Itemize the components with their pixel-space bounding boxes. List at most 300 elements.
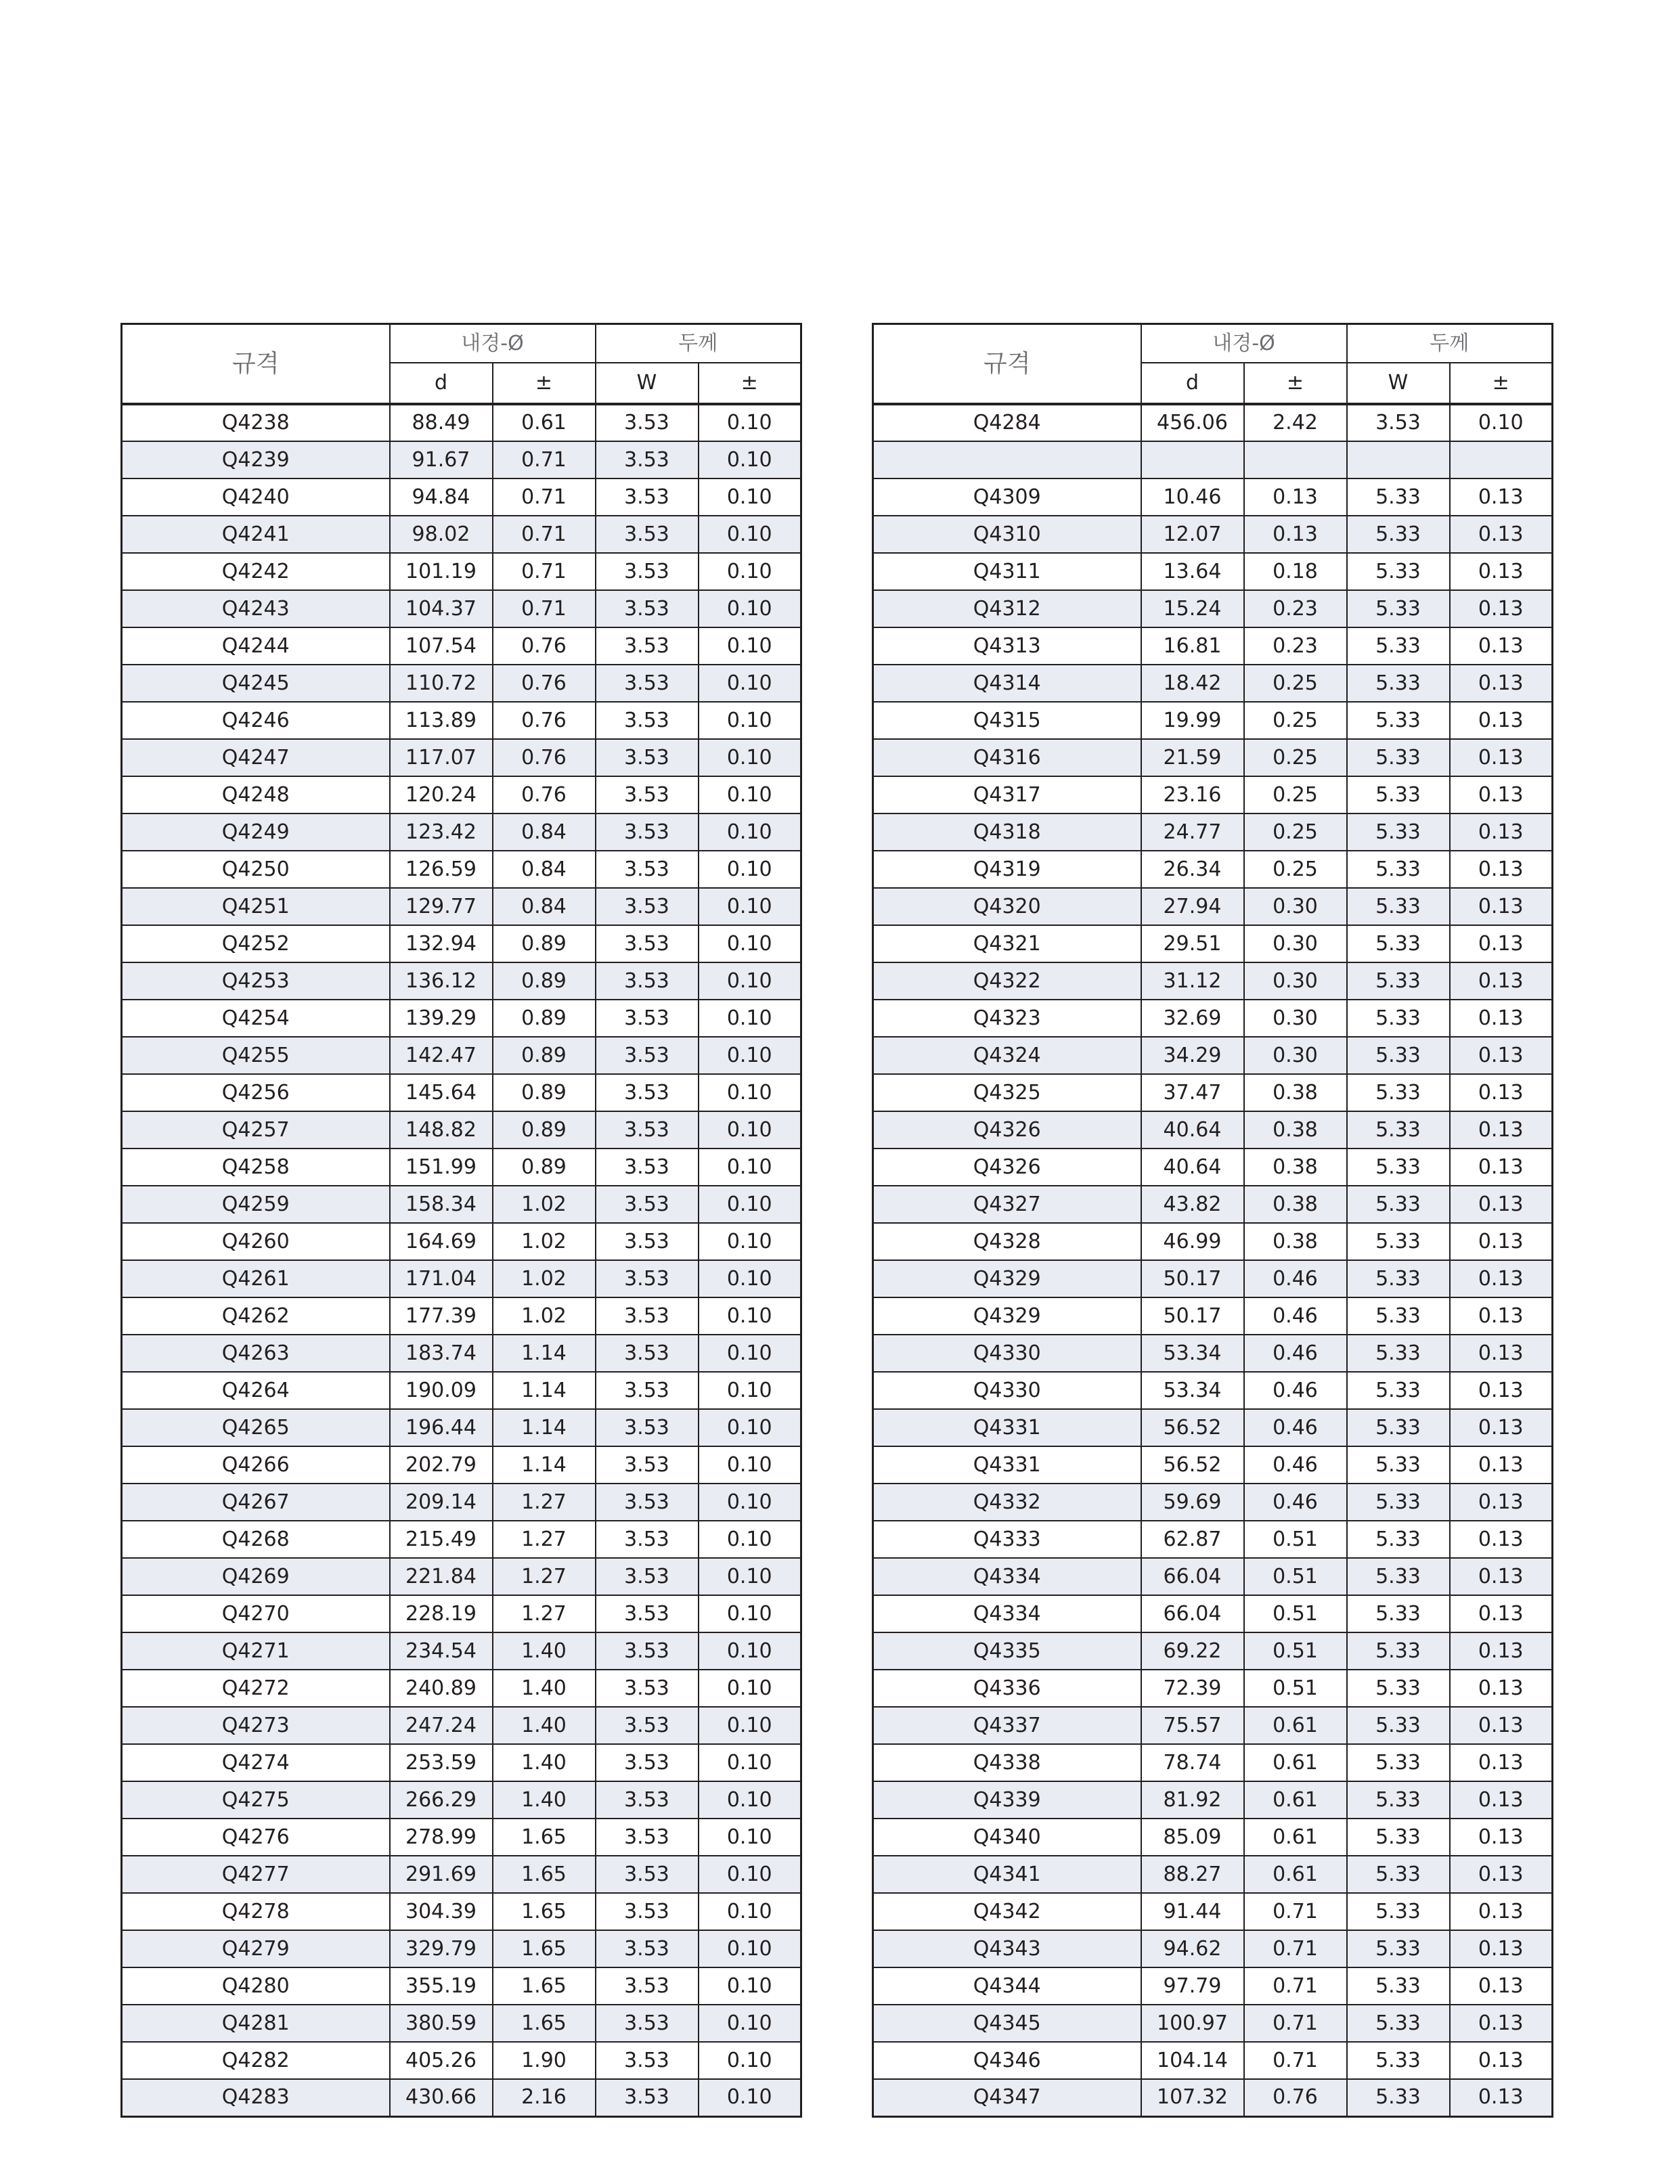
table-row <box>873 1781 1553 1819</box>
d-tolerance-cell: 0.76 <box>493 776 596 814</box>
d-cell: 62.87 <box>1141 1521 1244 1558</box>
spec-cell: Q4346 <box>873 2042 1141 2079</box>
d-tolerance-cell: 1.65 <box>493 1856 596 1893</box>
d-cell: 21.59 <box>1141 739 1244 776</box>
d-tolerance-cell: 1.27 <box>493 1484 596 1521</box>
w-cell: 5.33 <box>1347 1744 1450 1781</box>
w-cell: 3.53 <box>596 1372 699 1409</box>
d-tolerance-cell: 0.76 <box>493 739 596 776</box>
spec-cell: Q4242 <box>122 553 390 590</box>
w-cell: 5.33 <box>1347 888 1450 925</box>
d-cell: 50.17 <box>1141 1297 1244 1335</box>
w-cell: 3.53 <box>596 962 699 1000</box>
spec-cell: Q4240 <box>122 478 390 516</box>
table-row <box>873 516 1553 553</box>
w-tolerance-cell: 0.13 <box>1450 2005 1553 2042</box>
d-tolerance-cell <box>1244 441 1347 478</box>
table-row <box>122 1111 801 1149</box>
w-tolerance-cell: 0.13 <box>1450 1558 1553 1595</box>
w-tolerance-cell: 0.13 <box>1450 1149 1553 1186</box>
d-cell: 278.99 <box>390 1819 493 1856</box>
d-tolerance-cell: 0.84 <box>493 814 596 851</box>
spec-cell: Q4273 <box>122 1707 390 1744</box>
w-tolerance-cell: 0.10 <box>699 1037 801 1074</box>
w-cell: 5.33 <box>1347 2079 1450 2116</box>
spec-cell: Q4330 <box>873 1372 1141 1409</box>
spec-cell: Q4317 <box>873 776 1141 814</box>
w-cell: 3.53 <box>596 1521 699 1558</box>
d-tolerance-cell: 0.71 <box>1244 1930 1347 1967</box>
d-cell: 75.57 <box>1141 1707 1244 1744</box>
d-cell: 164.69 <box>390 1223 493 1260</box>
header-row-top <box>122 324 801 363</box>
spec-cell: Q4322 <box>873 962 1141 1000</box>
table-row <box>873 2042 1553 2079</box>
inner-diameter-header: 내경-Ø <box>1141 324 1347 363</box>
table-row <box>122 1595 801 1632</box>
w-tolerance-cell: 0.10 <box>699 851 801 888</box>
w-tolerance-cell: 0.13 <box>1450 478 1553 516</box>
d-cell: 247.24 <box>390 1707 493 1744</box>
d-tolerance-cell: 1.14 <box>493 1372 596 1409</box>
spec-cell: Q4332 <box>873 1484 1141 1521</box>
d-cell: 266.29 <box>390 1781 493 1819</box>
w-cell: 3.53 <box>596 1223 699 1260</box>
w-cell: 3.53 <box>596 776 699 814</box>
w-cell: 5.33 <box>1347 1967 1450 2005</box>
d-tolerance-cell: 0.76 <box>493 702 596 739</box>
d-tolerance-cell: 0.89 <box>493 1000 596 1037</box>
d-cell: 148.82 <box>390 1111 493 1149</box>
spec-cell: Q4284 <box>873 404 1141 441</box>
table-row <box>122 1707 801 1744</box>
w-tolerance-cell: 0.13 <box>1450 1074 1553 1111</box>
table-row <box>873 1707 1553 1744</box>
table-row <box>873 665 1553 702</box>
spec-cell: Q4335 <box>873 1632 1141 1670</box>
d-cell: 234.54 <box>390 1632 493 1670</box>
w-tolerance-cell: 0.13 <box>1450 1819 1553 1856</box>
w-cell: 3.53 <box>596 1558 699 1595</box>
table-row <box>122 516 801 553</box>
table-row <box>122 1446 801 1484</box>
d-tolerance-cell: 1.02 <box>493 1260 596 1297</box>
d-tolerance-cell: 0.76 <box>1244 2079 1347 2116</box>
d-cell: 91.44 <box>1141 1893 1244 1930</box>
spec-cell: Q4330 <box>873 1335 1141 1372</box>
d-tolerance-cell: 0.71 <box>493 478 596 516</box>
d-tolerance-cell: 0.71 <box>493 590 596 627</box>
w-cell: 3.53 <box>596 1707 699 1744</box>
d-tolerance-cell: 0.46 <box>1244 1484 1347 1521</box>
spec-cell: Q4251 <box>122 888 390 925</box>
w-tolerance-cell: 0.10 <box>699 1000 801 1037</box>
d-cell: 126.59 <box>390 851 493 888</box>
w-tolerance-cell: 0.10 <box>699 1149 801 1186</box>
spec-cell: Q4255 <box>122 1037 390 1074</box>
d-tolerance-cell: 0.30 <box>1244 1000 1347 1037</box>
table-row <box>873 1149 1553 1186</box>
spec-cell: Q4277 <box>122 1856 390 1893</box>
table-row <box>122 1558 801 1595</box>
spec-cell: Q4347 <box>873 2079 1141 2116</box>
table-row <box>122 1297 801 1335</box>
w-tolerance-cell: 0.10 <box>699 2005 801 2042</box>
w-tolerance-cell: 0.10 <box>699 1521 801 1558</box>
table-row <box>122 1632 801 1670</box>
d-tolerance-cell: 0.89 <box>493 1037 596 1074</box>
d-cell: 123.42 <box>390 814 493 851</box>
table-row <box>873 1967 1553 2005</box>
w-tolerance-cell: 0.10 <box>699 2079 801 2116</box>
w-tolerance-cell: 0.10 <box>699 1484 801 1521</box>
d-tolerance-cell: 0.30 <box>1244 925 1347 962</box>
w-tolerance-cell: 0.10 <box>699 553 801 590</box>
spec-cell: Q4259 <box>122 1186 390 1223</box>
spec-table-right <box>872 323 1553 2118</box>
w-cell: 5.33 <box>1347 851 1450 888</box>
spec-cell: Q4270 <box>122 1595 390 1632</box>
w-tolerance-cell: 0.13 <box>1450 1297 1553 1335</box>
w-tolerance-cell: 0.10 <box>699 478 801 516</box>
w-cell: 3.53 <box>596 2079 699 2116</box>
w-tolerance-cell: 0.10 <box>699 962 801 1000</box>
d-tolerance-cell: 0.76 <box>493 627 596 665</box>
d-cell: 136.12 <box>390 962 493 1000</box>
spec-cell: Q4260 <box>122 1223 390 1260</box>
table-row <box>873 1074 1553 1111</box>
w-tolerance-cell: 0.10 <box>699 776 801 814</box>
w-tolerance-cell: 0.10 <box>699 1558 801 1595</box>
w-cell: 5.33 <box>1347 627 1450 665</box>
w-tolerance-cell: 0.10 <box>699 1595 801 1632</box>
w-cell: 3.53 <box>596 404 699 441</box>
d-cell: 240.89 <box>390 1670 493 1707</box>
d-cell: 129.77 <box>390 888 493 925</box>
w-tolerance-cell: 0.13 <box>1450 1223 1553 1260</box>
table-row <box>122 627 801 665</box>
d-header: d <box>1141 363 1244 404</box>
d-cell: 355.19 <box>390 1967 493 2005</box>
w-cell: 3.53 <box>1347 404 1450 441</box>
d-tolerance-cell: 1.02 <box>493 1297 596 1335</box>
w-tolerance-cell: 0.13 <box>1450 516 1553 553</box>
w-tolerance-cell: 0.13 <box>1450 627 1553 665</box>
d-tolerance-cell: 1.65 <box>493 1893 596 1930</box>
d-tolerance-cell: 0.61 <box>493 404 596 441</box>
d-cell: 100.97 <box>1141 2005 1244 2042</box>
w-cell: 3.53 <box>596 1074 699 1111</box>
w-tolerance-cell: 0.13 <box>1450 1446 1553 1484</box>
w-tolerance-cell: 0.10 <box>699 1967 801 2005</box>
d-cell: 456.06 <box>1141 404 1244 441</box>
w-cell: 5.33 <box>1347 1484 1450 1521</box>
d-cell: 72.39 <box>1141 1670 1244 1707</box>
w-tolerance-cell: 0.10 <box>699 627 801 665</box>
w-tolerance-cell: 0.13 <box>1450 814 1553 851</box>
w-cell: 5.33 <box>1347 925 1450 962</box>
d-cell: 56.52 <box>1141 1446 1244 1484</box>
w-cell: 5.33 <box>1347 2005 1450 2042</box>
table-row <box>122 1372 801 1409</box>
d-tolerance-header: ± <box>1244 363 1347 404</box>
d-cell: 101.19 <box>390 553 493 590</box>
d-tolerance-cell: 1.14 <box>493 1409 596 1446</box>
table-row <box>873 1819 1553 1856</box>
d-tolerance-cell: 0.61 <box>1244 1744 1347 1781</box>
d-tolerance-cell: 1.27 <box>493 1595 596 1632</box>
w-cell: 3.53 <box>596 1967 699 2005</box>
d-tolerance-cell: 0.61 <box>1244 1856 1347 1893</box>
d-tolerance-cell: 1.40 <box>493 1670 596 1707</box>
w-cell: 3.53 <box>596 1744 699 1781</box>
w-cell: 5.33 <box>1347 1595 1450 1632</box>
w-cell: 5.33 <box>1347 1149 1450 1186</box>
d-tolerance-cell: 0.30 <box>1244 962 1347 1000</box>
w-tolerance-cell: 0.10 <box>699 1335 801 1372</box>
spec-cell: Q4283 <box>122 2079 390 2116</box>
table-row <box>122 1186 801 1223</box>
w-cell: 5.33 <box>1347 1707 1450 1744</box>
w-tolerance-cell: 0.10 <box>699 1111 801 1149</box>
table-row <box>873 1930 1553 1967</box>
spec-cell: Q4254 <box>122 1000 390 1037</box>
w-tolerance-cell: 0.10 <box>699 1819 801 1856</box>
d-cell: 202.79 <box>390 1446 493 1484</box>
w-cell: 3.53 <box>596 516 699 553</box>
d-cell: 29.51 <box>1141 925 1244 962</box>
d-tolerance-cell: 1.02 <box>493 1186 596 1223</box>
table-row <box>873 1856 1553 1893</box>
table-row <box>122 1409 801 1446</box>
spec-cell: Q4325 <box>873 1074 1141 1111</box>
d-tolerance-cell: 1.65 <box>493 1819 596 1856</box>
d-cell: 104.14 <box>1141 2042 1244 2079</box>
d-cell: 91.67 <box>390 441 493 478</box>
w-tolerance-cell: 0.13 <box>1450 1335 1553 1372</box>
table-row <box>122 814 801 851</box>
spec-header: 규격 <box>873 324 1141 405</box>
d-cell: 27.94 <box>1141 888 1244 925</box>
spec-cell: Q4339 <box>873 1781 1141 1819</box>
w-cell: 5.33 <box>1347 590 1450 627</box>
w-cell: 5.33 <box>1347 1558 1450 1595</box>
d-cell: 430.66 <box>390 2079 493 2116</box>
d-cell: 113.89 <box>390 702 493 739</box>
w-tolerance-cell: 0.13 <box>1450 702 1553 739</box>
spec-cell: Q4249 <box>122 814 390 851</box>
w-tolerance-cell: 0.13 <box>1450 1781 1553 1819</box>
d-cell: 59.69 <box>1141 1484 1244 1521</box>
w-cell: 3.53 <box>596 553 699 590</box>
d-cell: 142.47 <box>390 1037 493 1074</box>
d-cell: 183.74 <box>390 1335 493 1372</box>
spec-cell: Q4310 <box>873 516 1141 553</box>
d-cell: 12.07 <box>1141 516 1244 553</box>
w-tolerance-cell: 0.10 <box>699 814 801 851</box>
d-cell: 405.26 <box>390 2042 493 2079</box>
w-tolerance-cell: 0.10 <box>699 925 801 962</box>
d-tolerance-cell: 0.18 <box>1244 553 1347 590</box>
w-tolerance-cell: 0.13 <box>1450 1856 1553 1893</box>
spec-header: 규격 <box>122 324 390 405</box>
table-row <box>122 925 801 962</box>
w-tolerance-cell: 0.13 <box>1450 739 1553 776</box>
w-cell: 3.53 <box>596 1149 699 1186</box>
w-cell: 5.33 <box>1347 1037 1450 1074</box>
d-cell: 304.39 <box>390 1893 493 1930</box>
spec-cell: Q4281 <box>122 2005 390 2042</box>
table-row <box>873 1000 1553 1037</box>
w-tolerance-cell: 0.10 <box>699 404 801 441</box>
d-cell: 98.02 <box>390 516 493 553</box>
spec-cell: Q4263 <box>122 1335 390 1372</box>
table-row <box>122 739 801 776</box>
w-tolerance-cell: 0.13 <box>1450 962 1553 1000</box>
w-tolerance-cell: 0.10 <box>699 1781 801 1819</box>
w-tolerance-cell: 0.13 <box>1450 888 1553 925</box>
d-cell: 107.32 <box>1141 2079 1244 2116</box>
spec-cell: Q4314 <box>873 665 1141 702</box>
w-tolerance-cell: 0.10 <box>699 1223 801 1260</box>
w-header: W <box>596 363 699 404</box>
d-cell: 43.82 <box>1141 1186 1244 1223</box>
w-tolerance-cell: 0.10 <box>699 888 801 925</box>
d-tolerance-cell: 0.51 <box>1244 1632 1347 1670</box>
w-cell: 3.53 <box>596 665 699 702</box>
w-tolerance-cell: 0.13 <box>1450 2079 1553 2116</box>
spec-cell: Q4315 <box>873 702 1141 739</box>
w-cell: 3.53 <box>596 1186 699 1223</box>
table-row <box>122 1037 801 1074</box>
spec-cell: Q4266 <box>122 1446 390 1484</box>
w-tolerance-cell: 0.13 <box>1450 1409 1553 1446</box>
d-tolerance-cell: 0.71 <box>493 441 596 478</box>
d-cell: 117.07 <box>390 739 493 776</box>
table-row <box>122 2042 801 2079</box>
w-tolerance-cell: 0.13 <box>1450 1000 1553 1037</box>
w-tolerance-cell: 0.10 <box>699 1186 801 1223</box>
d-tolerance-cell: 0.38 <box>1244 1074 1347 1111</box>
spec-cell: Q4253 <box>122 962 390 1000</box>
table-body-right <box>873 404 1553 2116</box>
d-cell: 81.92 <box>1141 1781 1244 1819</box>
d-tolerance-cell: 0.30 <box>1244 888 1347 925</box>
inner-diameter-header: 내경-Ø <box>390 324 596 363</box>
table-row <box>122 1484 801 1521</box>
w-tolerance-cell: 0.13 <box>1450 1930 1553 1967</box>
w-cell: 3.53 <box>596 441 699 478</box>
w-tolerance-cell: 0.13 <box>1450 1967 1553 2005</box>
w-cell: 3.53 <box>596 1781 699 1819</box>
d-tolerance-cell: 0.71 <box>1244 1967 1347 2005</box>
w-cell <box>1347 441 1450 478</box>
d-tolerance-cell: 0.46 <box>1244 1409 1347 1446</box>
spec-cell: Q4318 <box>873 814 1141 851</box>
table-row <box>122 1149 801 1186</box>
table-row <box>873 404 1553 441</box>
w-cell: 3.53 <box>596 1856 699 1893</box>
spec-cell: Q4276 <box>122 1819 390 1856</box>
table-row <box>122 2079 801 2116</box>
table-row <box>873 1037 1553 1074</box>
spec-cell: Q4336 <box>873 1670 1141 1707</box>
w-tolerance-cell: 0.13 <box>1450 1260 1553 1297</box>
w-tolerance-cell: 0.13 <box>1450 1521 1553 1558</box>
spec-cell: Q4258 <box>122 1149 390 1186</box>
w-tolerance-cell: 0.10 <box>699 1409 801 1446</box>
spec-cell: Q4333 <box>873 1521 1141 1558</box>
w-tolerance-cell: 0.13 <box>1450 1111 1553 1149</box>
d-cell: 94.84 <box>390 478 493 516</box>
w-tolerance-cell: 0.10 <box>699 516 801 553</box>
w-cell: 5.33 <box>1347 814 1450 851</box>
table-row <box>122 962 801 1000</box>
w-cell: 5.33 <box>1347 1297 1450 1335</box>
w-tolerance-cell: 0.10 <box>699 1372 801 1409</box>
d-cell: 94.62 <box>1141 1930 1244 1967</box>
spec-cell: Q4321 <box>873 925 1141 962</box>
table-row <box>873 1670 1553 1707</box>
w-cell: 3.53 <box>596 1930 699 1967</box>
d-tolerance-cell: 1.40 <box>493 1781 596 1819</box>
w-tolerance-cell: 0.13 <box>1450 1186 1553 1223</box>
w-cell: 5.33 <box>1347 1335 1450 1372</box>
table-row <box>873 962 1553 1000</box>
spec-cell: Q4326 <box>873 1149 1141 1186</box>
d-cell: 145.64 <box>390 1074 493 1111</box>
d-tolerance-cell: 0.46 <box>1244 1446 1347 1484</box>
w-cell: 5.33 <box>1347 1819 1450 1856</box>
d-tolerance-cell: 0.25 <box>1244 665 1347 702</box>
d-tolerance-cell: 0.13 <box>1244 478 1347 516</box>
spec-cell: Q4256 <box>122 1074 390 1111</box>
d-tolerance-cell: 0.23 <box>1244 590 1347 627</box>
d-cell: 329.79 <box>390 1930 493 1967</box>
table-row <box>122 1260 801 1297</box>
d-cell: 104.37 <box>390 590 493 627</box>
spec-cell: Q4244 <box>122 627 390 665</box>
w-tolerance-cell: 0.10 <box>1450 404 1553 441</box>
d-tolerance-cell: 0.38 <box>1244 1111 1347 1149</box>
w-cell: 5.33 <box>1347 1856 1450 1893</box>
table-row <box>873 1260 1553 1297</box>
table-row <box>122 1521 801 1558</box>
w-tolerance-cell: 0.10 <box>699 2042 801 2079</box>
d-tolerance-cell: 0.30 <box>1244 1037 1347 1074</box>
table-row <box>873 627 1553 665</box>
table-row <box>873 702 1553 739</box>
spec-cell: Q4309 <box>873 478 1141 516</box>
w-cell: 5.33 <box>1347 2042 1450 2079</box>
spec-cell: Q4326 <box>873 1111 1141 1149</box>
table-row <box>122 1335 801 1372</box>
table-row <box>873 1409 1553 1446</box>
d-tolerance-cell: 0.51 <box>1244 1595 1347 1632</box>
w-cell: 3.53 <box>596 2005 699 2042</box>
w-cell: 3.53 <box>596 1595 699 1632</box>
d-tolerance-cell: 0.38 <box>1244 1149 1347 1186</box>
d-cell: 24.77 <box>1141 814 1244 851</box>
w-tolerance-cell: 0.10 <box>699 739 801 776</box>
spec-cell: Q4243 <box>122 590 390 627</box>
w-tolerance-cell: 0.13 <box>1450 1632 1553 1670</box>
spec-cell: Q4334 <box>873 1558 1141 1595</box>
w-cell: 3.53 <box>596 627 699 665</box>
w-cell: 3.53 <box>596 814 699 851</box>
w-cell: 3.53 <box>596 702 699 739</box>
spec-cell: Q4279 <box>122 1930 390 1967</box>
